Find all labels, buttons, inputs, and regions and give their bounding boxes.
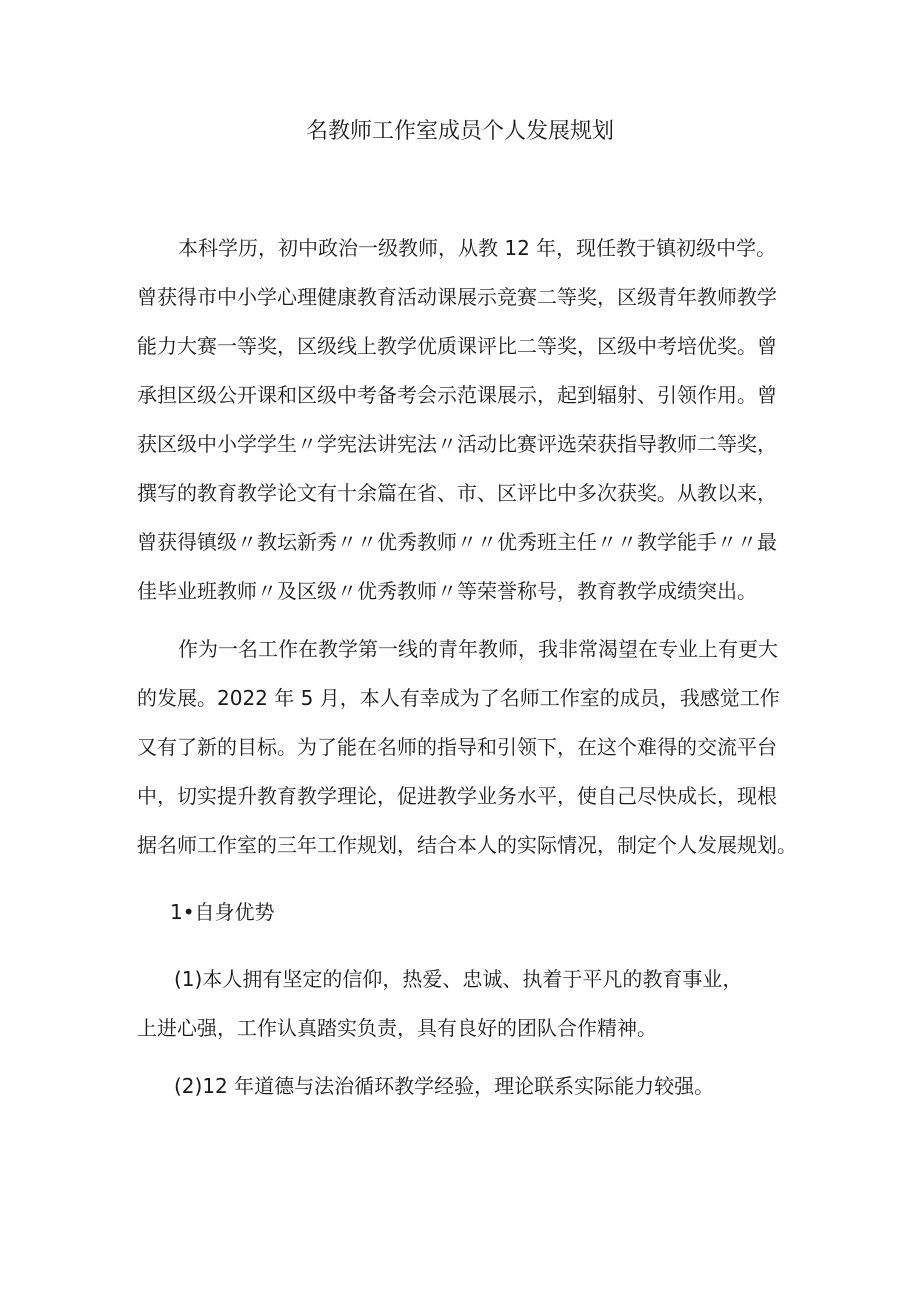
paragraph-1-line: 获区级中小学学生〃学宪法讲宪法〃活动比赛评选荣获指导教师二等奖，: [137, 432, 777, 456]
paragraph-1-line: 曾获得镇级〃教坛新秀〃〃优秀教师〃〃优秀班主任〃〃教学能手〃〃最: [137, 530, 777, 554]
paragraph-2-line: 据名师工作室的三年工作规划，结合本人的实际情况，制定个人发展规划。: [137, 833, 797, 857]
paragraph-1-line: 承担区级公开课和区级中考备考会示范课展示，起到辐射、引领作用。曾: [137, 383, 777, 407]
paragraph-1-line: 曾获得市中小学心理健康教育活动课展示竞赛二等奖，区级青年教师教学: [137, 285, 777, 309]
section-heading: 1•自身优势: [170, 900, 275, 924]
paragraph-2-line: 的发展。2022 年 5 月，本人有幸成为了名师工作室的成员，我感觉工作: [137, 686, 780, 710]
paragraph-2-line: 中，切实提升教育教学理论，促进教学业务水平，使自己尽快成长，现根: [137, 784, 777, 808]
paragraph-1-line: 能力大赛一等奖，区级线上教学优质课评比二等奖，区级中考培优奖。曾: [137, 334, 777, 358]
paragraph-2-line: 作为一名工作在教学第一线的青年教师，我非常渴望在专业上有更大: [178, 637, 778, 661]
list-item-line: (1)本人拥有坚定的信仰，热爱、忠诚、执着于平凡的教育事业，: [174, 967, 743, 991]
list-item-line: 上进心强，工作认真踏实负责，具有良好的团队合作精神。: [137, 1016, 657, 1040]
list-item-line: (2)12 年道德与法治循环教学经验，理论联系实际能力较强。: [174, 1074, 715, 1098]
document-title: 名教师工作室成员个人发展规划: [305, 119, 614, 144]
paragraph-1-line: 佳毕业班教师〃及区级〃优秀教师〃等荣誉称号，教育教学成绩突出。: [137, 579, 757, 603]
paragraph-1-line: 本科学历，初中政治一级教师，从教 12 年，现任教于镇初级中学。: [178, 236, 777, 260]
paragraph-1-line: 撰写的教育教学论文有十余篇在省、市、区评比中多次获奖。从教以来，: [137, 481, 777, 505]
paragraph-2-line: 又有了新的目标。为了能在名师的指导和引领下，在这个难得的交流平台: [137, 735, 777, 759]
